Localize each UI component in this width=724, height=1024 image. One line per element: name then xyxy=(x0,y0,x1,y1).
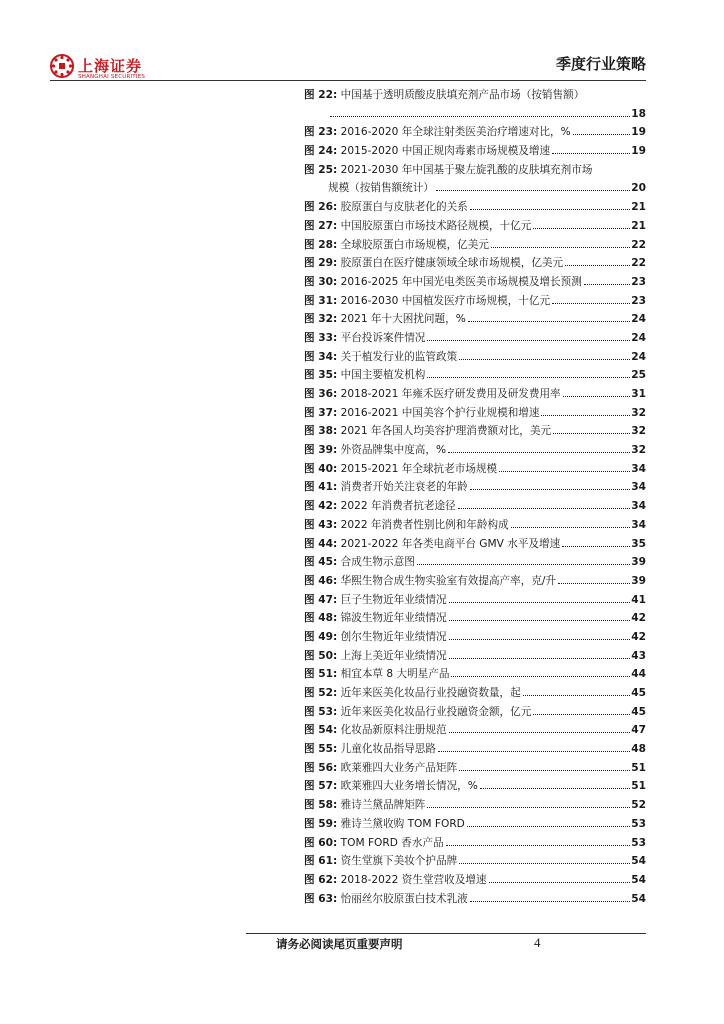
toc-entry-figure-number: 图 61: xyxy=(304,855,338,868)
toc-entry-page: 53 xyxy=(631,817,646,830)
toc-entry[interactable] xyxy=(304,665,646,684)
toc-entry-figure-number: 图 53: xyxy=(304,705,338,718)
toc-entry-figure-number: 图 27: xyxy=(304,219,338,232)
toc-entry-title: 雅诗兰黛品牌矩阵 xyxy=(340,799,426,812)
toc-dot-leader xyxy=(467,826,630,827)
toc-entry-title: 2022 年消费者抗老途径 xyxy=(340,500,456,513)
toc-entry-label xyxy=(304,591,447,610)
toc-entry-page: 21 xyxy=(631,219,646,232)
toc-entry-figure-number: 图 48: xyxy=(304,612,338,625)
toc-entry-label xyxy=(304,404,539,423)
toc-entry-label xyxy=(304,123,571,142)
toc-dot-leader xyxy=(470,901,630,902)
toc-entry[interactable] xyxy=(304,105,646,124)
figure-index xyxy=(304,86,646,908)
toc-entry-page: 22 xyxy=(631,238,646,251)
toc-entry-label xyxy=(304,161,592,180)
toc-entry-page: 23 xyxy=(631,294,646,307)
logo-text-cn: 上海证券 xyxy=(78,57,143,75)
toc-entry[interactable] xyxy=(304,478,646,497)
toc-entry-title: 创尔生物近年业绩情况 xyxy=(340,630,447,643)
toc-dot-leader xyxy=(553,433,630,434)
toc-entry-label xyxy=(304,572,556,591)
toc-entry-page: 24 xyxy=(631,313,646,326)
toc-entry[interactable] xyxy=(304,142,646,161)
toc-entry-figure-number: 图 34: xyxy=(304,350,338,363)
toc-dot-leader xyxy=(533,714,630,715)
toc-entry-title: 上海上美近年业绩情况 xyxy=(340,649,447,662)
toc-entry[interactable] xyxy=(304,852,646,871)
toc-entry-figure-number: 图 55: xyxy=(304,743,338,756)
toc-entry-title: 中国基于透明质酸皮肤填充剂产品市场（按销售额） xyxy=(340,89,585,101)
toc-entry[interactable] xyxy=(304,609,646,628)
toc-entry-page: 32 xyxy=(631,425,646,438)
toc-entry-label xyxy=(304,460,497,479)
toc-entry[interactable] xyxy=(304,553,646,572)
toc-entry-page: 32 xyxy=(631,406,646,419)
toc-entry-page: 43 xyxy=(631,649,646,662)
toc-entry-page: 22 xyxy=(631,257,646,270)
toc-entry-page: 34 xyxy=(631,518,646,531)
toc-entry-page: 48 xyxy=(631,743,646,756)
toc-dot-leader xyxy=(427,807,630,808)
toc-entry-figure-number: 图 40: xyxy=(304,462,338,475)
toc-entry-figure-number: 图 28: xyxy=(304,238,338,251)
toc-dot-leader xyxy=(459,359,630,360)
toc-dot-leader xyxy=(470,489,630,490)
toc-entry-title: 2021-2030 年中国基于聚左旋乳酸的皮肤填充剂市场 xyxy=(340,163,593,176)
toc-entry[interactable] xyxy=(304,684,646,703)
toc-entry-label xyxy=(304,254,563,273)
toc-entry[interactable] xyxy=(304,516,646,535)
toc-entry[interactable] xyxy=(304,497,646,516)
toc-entry-title: 规模（按销售额统计） xyxy=(328,182,434,195)
toc-entry-figure-number: 图 58: xyxy=(304,799,338,812)
toc-entry[interactable] xyxy=(304,385,646,404)
toc-entry-figure-number: 图 36: xyxy=(304,388,338,400)
toc-entry-page: 45 xyxy=(631,687,646,699)
toc-entry-label xyxy=(304,684,521,703)
toc-entry-figure-number: 图 52: xyxy=(304,687,338,699)
toc-entry-figure-number: 图 33: xyxy=(304,331,338,344)
toc-dot-leader xyxy=(480,788,630,789)
toc-dot-leader xyxy=(448,452,630,453)
toc-entry-title: 外资品牌集中度高，% xyxy=(340,444,447,457)
toc-entry-figure-number: 图 30: xyxy=(304,275,338,288)
toc-dot-leader xyxy=(573,134,631,135)
toc-entry-figure-number: 图 47: xyxy=(304,593,338,606)
toc-entry-figure-number: 图 62: xyxy=(304,873,338,886)
toc-entry-figure-number: 图 57: xyxy=(304,780,338,793)
toc-dot-leader xyxy=(565,265,630,266)
toc-entry-title: 2021-2022 年各类电商平台 GMV 水平及增速 xyxy=(340,537,561,550)
toc-entry-label xyxy=(328,179,434,198)
toc-entry-figure-number: 图 35: xyxy=(304,369,338,382)
toc-entry-title: 2021 年十大困扰问题，% xyxy=(340,313,466,326)
toc-entry-figure-number: 图 54: xyxy=(304,724,338,737)
toc-entry-label xyxy=(304,609,447,628)
toc-entry-page: 21 xyxy=(631,201,646,214)
toc-dot-leader xyxy=(558,583,630,584)
toc-entry[interactable] xyxy=(304,310,646,329)
toc-entry-title: 2016-2021 中国美容个护行业规模和增速 xyxy=(340,406,540,419)
toc-entry-label xyxy=(304,628,447,647)
header-divider xyxy=(50,80,646,81)
toc-entry[interactable] xyxy=(304,198,646,217)
toc-entry[interactable] xyxy=(304,404,646,423)
toc-dot-leader xyxy=(489,882,631,883)
toc-entry-page: 53 xyxy=(631,836,646,849)
toc-entry-page: 45 xyxy=(631,705,646,718)
toc-entry-figure-number: 图 32: xyxy=(304,313,338,326)
document-title: 季度行业策略 xyxy=(555,55,646,73)
toc-entry-title: TOM FORD 香水产品 xyxy=(340,836,444,849)
toc-entry-page: 44 xyxy=(631,668,646,681)
toc-entry-title: 2018-2022 资生堂营收及增速 xyxy=(340,873,487,886)
toc-entry-page: 19 xyxy=(631,126,646,139)
toc-dot-leader xyxy=(541,415,630,416)
toc-entry-figure-number: 图 37: xyxy=(304,406,338,419)
toc-entry-label xyxy=(304,329,425,348)
toc-entry-figure-number: 图 44: xyxy=(304,537,338,550)
toc-dot-leader xyxy=(446,845,631,846)
toc-dot-leader xyxy=(417,564,630,565)
toc-dot-leader xyxy=(552,153,630,154)
toc-dot-leader xyxy=(330,116,630,117)
toc-dot-leader xyxy=(584,284,630,285)
toc-entry-label xyxy=(304,441,446,460)
toc-entry-figure-number: 图 25: xyxy=(304,163,338,176)
toc-entry-page: 51 xyxy=(631,780,646,793)
toc-entry[interactable] xyxy=(304,647,646,666)
toc-entry-page: 39 xyxy=(631,574,646,587)
toc-entry-label xyxy=(304,740,436,759)
toc-entry-figure-number: 图 56: xyxy=(304,761,338,774)
toc-entry-figure-number: 图 24: xyxy=(304,145,338,158)
toc-entry-page: 51 xyxy=(631,761,646,774)
toc-entry-page: 54 xyxy=(631,873,646,886)
toc-entry-figure-number: 图 59: xyxy=(304,817,338,830)
toc-entry-page: 20 xyxy=(631,182,646,195)
toc-entry[interactable] xyxy=(304,86,646,105)
toc-entry-title: 2022 年消费者性别比例和年龄构成 xyxy=(340,518,509,531)
toc-entry-page: 18 xyxy=(631,107,646,120)
page-header xyxy=(50,48,646,84)
toc-entry-title: 化妆品新原料注册规范 xyxy=(340,724,447,737)
toc-entry-page: 52 xyxy=(631,799,646,812)
toc-entry-figure-number: 图 29: xyxy=(304,257,338,270)
toc-entry[interactable] xyxy=(304,759,646,778)
toc-entry-page: 34 xyxy=(631,500,646,513)
toc-entry-label xyxy=(304,665,449,684)
toc-entry[interactable] xyxy=(304,236,646,255)
toc-entry-page: 34 xyxy=(631,462,646,475)
logo-text-en: SHANGHAI SECURITIES xyxy=(78,74,146,80)
toc-entry-title: 2016-2025 年中国光电类医美市场规模及增长预测 xyxy=(340,275,582,288)
toc-dot-leader xyxy=(458,508,631,509)
toc-entry-page: 41 xyxy=(631,593,646,606)
toc-entry-title: 2021 年各国人均美容护理消费额对比，美元 xyxy=(340,425,552,438)
toc-entry[interactable] xyxy=(304,217,646,236)
toc-entry-title: 中国胶原蛋白市场技术路径规模，十亿元 xyxy=(340,219,532,232)
toc-entry-page: 42 xyxy=(631,630,646,643)
toc-entry[interactable] xyxy=(304,740,646,759)
toc-entry[interactable] xyxy=(304,815,646,834)
toc-dot-leader xyxy=(459,770,630,771)
toc-entry-page: 34 xyxy=(631,481,646,494)
toc-entry-label xyxy=(304,310,466,329)
toc-entry[interactable] xyxy=(304,628,646,647)
toc-entry[interactable] xyxy=(304,123,646,142)
toc-entry[interactable] xyxy=(304,366,646,385)
toc-dot-leader xyxy=(451,676,630,677)
page-number: 4 xyxy=(534,935,541,950)
toc-entry-label xyxy=(304,497,456,516)
toc-entry-title: 关于植发行业的监管政策 xyxy=(340,350,458,363)
toc-entry[interactable] xyxy=(304,422,646,441)
toc-entry-label xyxy=(304,385,561,404)
toc-entry-page: 24 xyxy=(631,331,646,344)
toc-entry-label xyxy=(304,890,468,909)
toc-entry-label xyxy=(304,273,582,292)
toc-dot-leader xyxy=(470,209,630,210)
toc-entry-title: 雅诗兰黛收购 TOM FORD xyxy=(340,817,465,830)
toc-entry-label xyxy=(304,721,447,740)
toc-entry-page: 23 xyxy=(631,275,646,288)
toc-dot-leader xyxy=(438,751,630,752)
toc-entry-label xyxy=(304,86,584,105)
toc-entry-figure-number: 图 42: xyxy=(304,500,338,513)
toc-entry-figure-number: 图 46: xyxy=(304,574,338,587)
toc-dot-leader xyxy=(427,340,630,341)
toc-entry-label xyxy=(304,478,468,497)
toc-entry[interactable] xyxy=(304,535,646,554)
toc-entry-title: 胶原蛋白与皮肤老化的关系 xyxy=(340,201,468,214)
toc-dot-leader xyxy=(449,620,631,621)
toc-entry-label xyxy=(304,553,415,572)
toc-entry-figure-number: 图 22: xyxy=(304,89,338,101)
toc-entry[interactable] xyxy=(304,572,646,591)
toc-entry-label xyxy=(304,647,447,666)
toc-dot-leader xyxy=(449,732,631,733)
toc-entry-title: 华熙生物合成生物实验室有效提高产率，克/升 xyxy=(340,574,557,587)
toc-entry-page: 25 xyxy=(631,369,646,382)
toc-entry-title: 欧莱雅四大业务增长情况，% xyxy=(340,780,478,793)
toc-entry-title: 欧莱雅四大业务产品矩阵 xyxy=(340,761,458,774)
toc-dot-leader xyxy=(523,695,631,696)
toc-entry-page: 39 xyxy=(631,556,646,569)
toc-entry[interactable] xyxy=(304,871,646,890)
toc-dot-leader xyxy=(459,863,630,864)
toc-entry-title: 近年来医美化妆品行业投融资数量，起 xyxy=(340,687,521,699)
toc-entry-figure-number: 图 51: xyxy=(304,668,338,681)
toc-entry-label xyxy=(304,852,457,871)
toc-entry-title: 儿童化妆品指导思路 xyxy=(340,743,436,756)
toc-entry-label xyxy=(304,348,457,367)
toc-entry-title: 巨子生物近年业绩情况 xyxy=(340,593,447,606)
toc-entry[interactable] xyxy=(304,179,646,198)
toc-entry-title: 2016-2020 年全球注射类医美治疗增速对比，% xyxy=(340,126,571,139)
toc-entry-page: 35 xyxy=(631,537,646,550)
toc-entry-figure-number: 图 23: xyxy=(304,126,338,139)
toc-entry-label xyxy=(304,516,509,535)
toc-dot-leader xyxy=(449,602,631,603)
toc-entry[interactable] xyxy=(304,161,646,180)
toc-entry-title: 胶原蛋白在医疗健康领域全球市场规模，亿美元 xyxy=(340,257,564,270)
toc-entry-page: 31 xyxy=(631,388,646,400)
toc-dot-leader xyxy=(449,658,631,659)
toc-entry-figure-number: 图 50: xyxy=(304,649,338,662)
toc-entry[interactable] xyxy=(304,292,646,311)
toc-entry-figure-number: 图 63: xyxy=(304,892,338,905)
toc-entry-title: 合成生物示意图 xyxy=(340,556,415,569)
toc-entry-label xyxy=(304,777,478,796)
toc-entry-title: 中国主要植发机构 xyxy=(340,369,426,382)
toc-entry-page: 54 xyxy=(631,892,646,905)
toc-entry-title: 2015-2021 年全球抗老市场规模 xyxy=(340,462,498,475)
toc-entry-figure-number: 图 60: xyxy=(304,836,338,849)
toc-entry-label xyxy=(304,236,489,255)
toc-entry-figure-number: 图 31: xyxy=(304,294,338,307)
toc-entry-title: 消费者开始关注衰老的年龄 xyxy=(340,481,468,494)
toc-dot-leader xyxy=(563,396,631,397)
toc-entry-title: 2018-2021 年雍禾医疗研发费用及研发费用率 xyxy=(340,388,561,400)
shanghai-securities-logo-icon xyxy=(50,54,74,78)
toc-dot-leader xyxy=(436,190,630,191)
disclaimer-note: 请务必阅读尾页重要声明 xyxy=(276,937,403,951)
toc-entry-page: 42 xyxy=(631,612,646,625)
toc-entry-figure-number: 图 41: xyxy=(304,481,338,494)
toc-entry-title: 怡丽丝尔胶原蛋白技术乳液 xyxy=(340,892,468,905)
toc-entry[interactable] xyxy=(304,703,646,722)
toc-entry-label xyxy=(304,366,425,385)
toc-entry-label xyxy=(304,535,560,554)
toc-entry-title: 锦波生物近年业绩情况 xyxy=(340,612,447,625)
toc-entry-label xyxy=(304,217,531,236)
toc-entry[interactable] xyxy=(304,591,646,610)
toc-entry[interactable] xyxy=(304,254,646,273)
footer-divider xyxy=(246,933,646,934)
toc-entry-label xyxy=(304,871,487,890)
toc-entry-title: 2015-2020 中国正规肉毒素市场规模及增速 xyxy=(340,145,551,158)
toc-dot-leader xyxy=(511,527,631,528)
toc-entry-page: 24 xyxy=(631,350,646,363)
toc-entry-figure-number: 图 38: xyxy=(304,425,338,438)
toc-entry-figure-number: 图 39: xyxy=(304,444,338,457)
toc-entry[interactable] xyxy=(304,777,646,796)
toc-dot-leader xyxy=(533,228,630,229)
toc-entry-label xyxy=(304,796,425,815)
toc-entry[interactable] xyxy=(304,796,646,815)
toc-entry-label xyxy=(304,834,444,853)
toc-entry[interactable] xyxy=(304,834,646,853)
toc-entry[interactable] xyxy=(304,460,646,479)
toc-entry-page: 19 xyxy=(631,145,646,158)
toc-entry-page: 47 xyxy=(631,724,646,737)
toc-entry-figure-number: 图 43: xyxy=(304,518,338,531)
toc-entry-title: 2016-2030 中国植发医疗市场规模，十亿元 xyxy=(340,294,551,307)
toc-entry-title: 全球胶原蛋白市场规模，亿美元 xyxy=(340,238,489,251)
toc-entry-figure-number: 图 49: xyxy=(304,630,338,643)
toc-entry-figure-number: 图 45: xyxy=(304,556,338,569)
toc-entry-label xyxy=(304,292,550,311)
toc-dot-leader xyxy=(552,303,630,304)
toc-entry-label xyxy=(304,703,531,722)
toc-entry-label xyxy=(304,142,550,161)
toc-entry-title: 平台投诉案件情况 xyxy=(340,331,426,344)
toc-dot-leader xyxy=(468,321,630,322)
toc-entry-title: 近年来医美化妆品行业投融资金额，亿元 xyxy=(340,705,532,718)
toc-entry[interactable] xyxy=(304,329,646,348)
toc-entry[interactable] xyxy=(304,890,646,909)
toc-entry-label xyxy=(304,815,465,834)
toc-entry-page: 32 xyxy=(631,444,646,457)
toc-entry[interactable] xyxy=(304,273,646,292)
toc-dot-leader xyxy=(562,546,630,547)
toc-dot-leader xyxy=(449,639,631,640)
toc-entry-page: 54 xyxy=(631,855,646,868)
toc-entry-title: 相宜本草 8 大明星产品 xyxy=(340,668,450,681)
toc-dot-leader xyxy=(427,377,630,378)
toc-entry-figure-number: 图 26: xyxy=(304,201,338,214)
toc-dot-leader xyxy=(491,247,630,248)
toc-entry-label xyxy=(304,422,551,441)
toc-dot-leader xyxy=(499,471,630,472)
toc-entry-label xyxy=(304,759,457,778)
toc-entry-label xyxy=(304,198,468,217)
toc-entry[interactable] xyxy=(304,348,646,367)
toc-entry[interactable] xyxy=(304,441,646,460)
toc-entry-title: 资生堂旗下美妆个护品牌 xyxy=(340,855,458,868)
toc-entry[interactable] xyxy=(304,721,646,740)
